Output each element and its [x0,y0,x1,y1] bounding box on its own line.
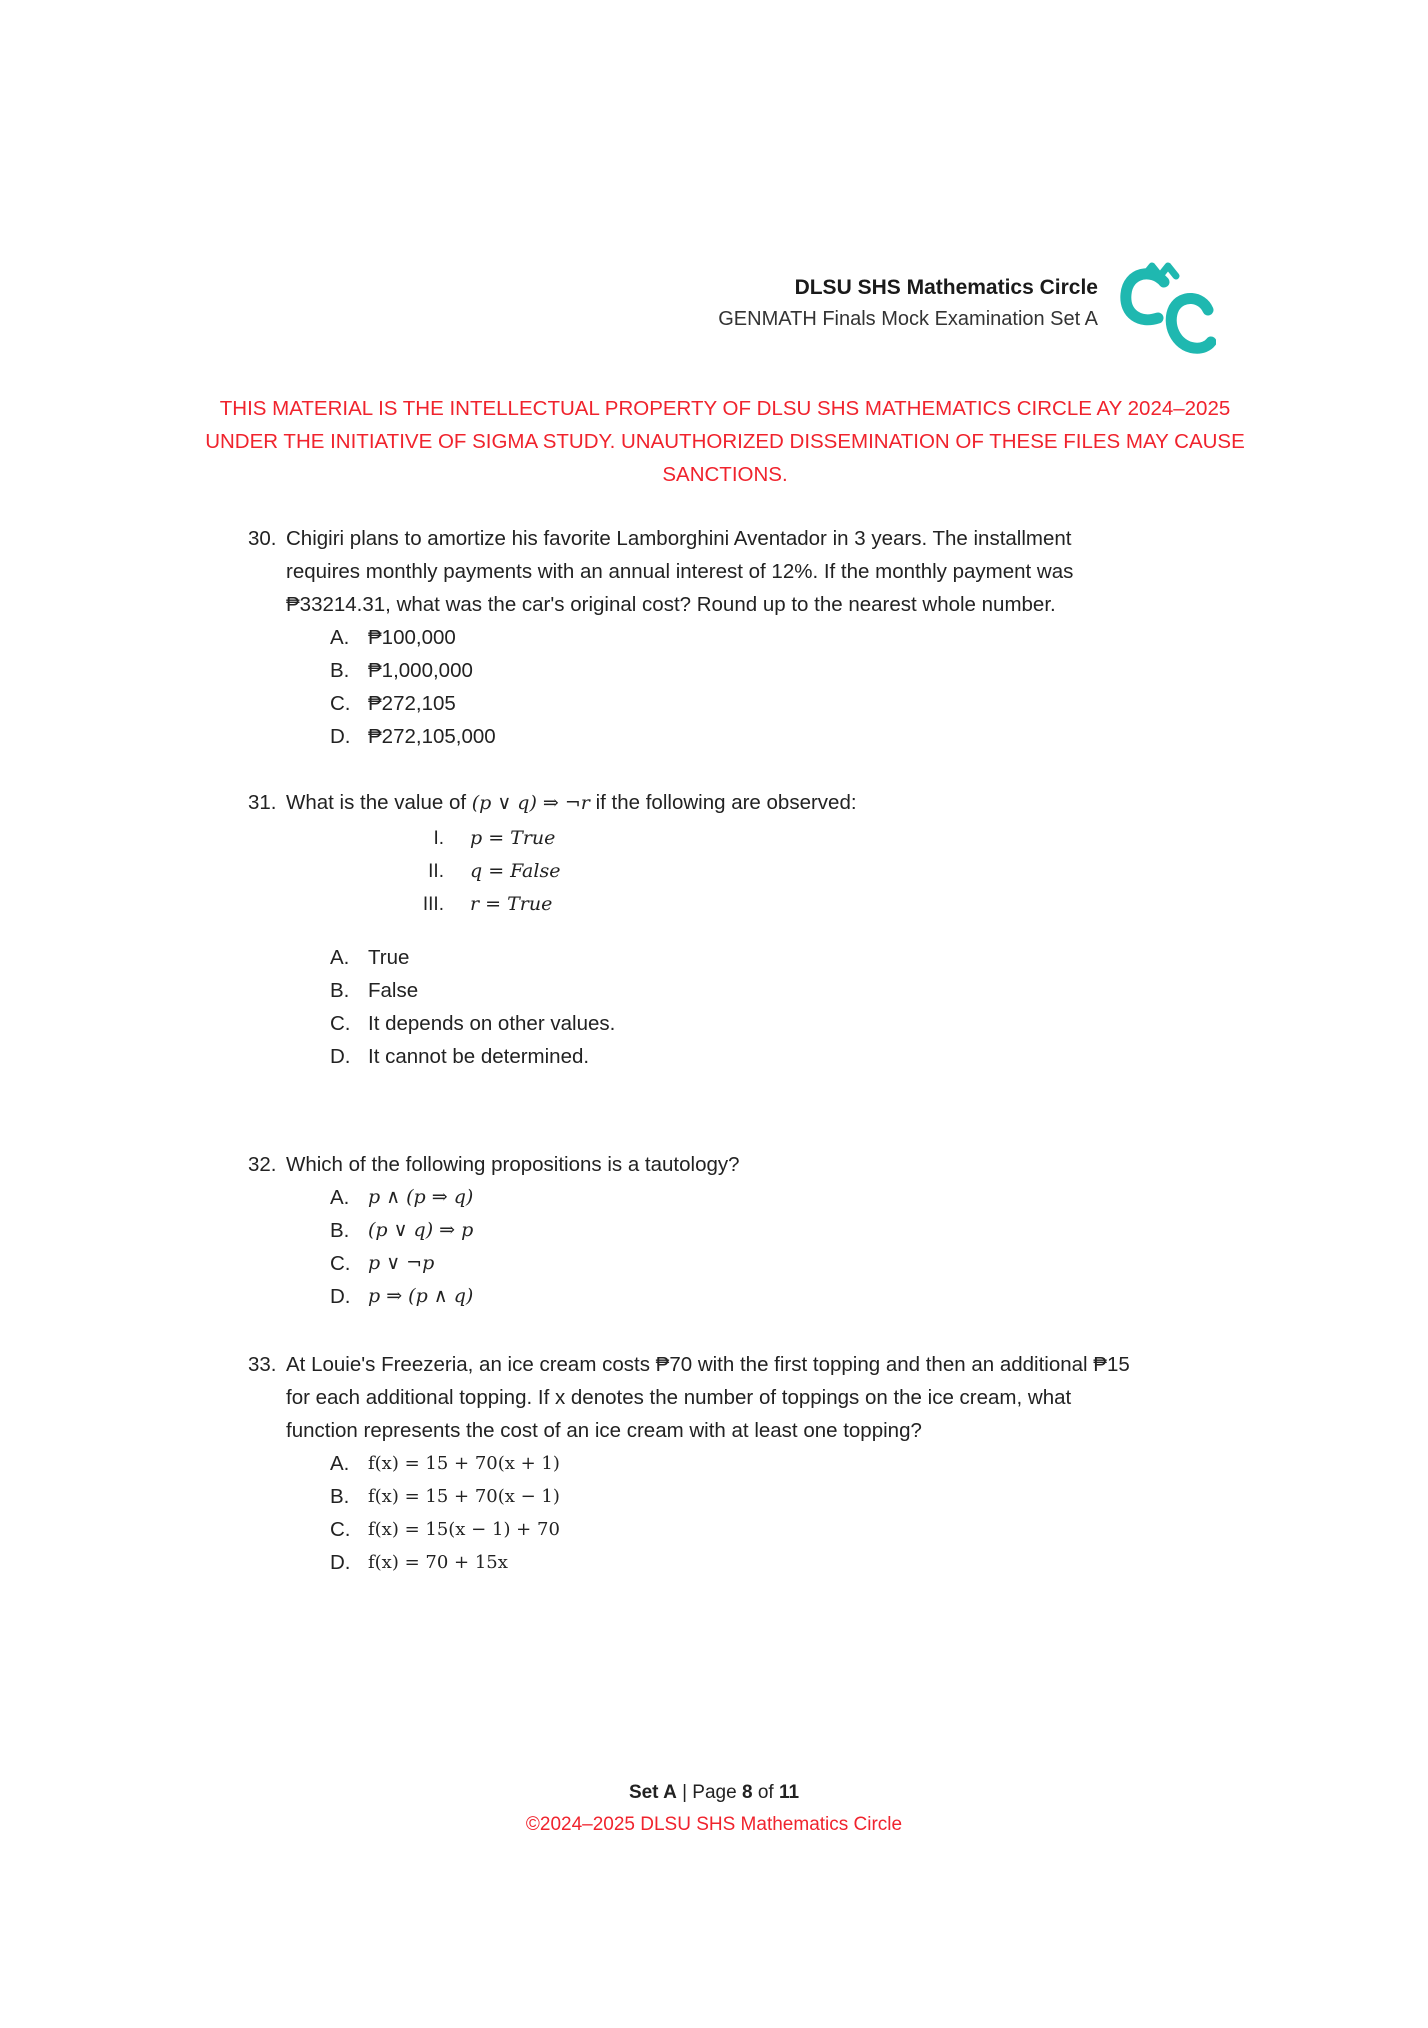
warning-line: SANCTIONS. [662,463,788,486]
option-text: f(x) = 15 + 70(x + 1) [368,1453,560,1474]
option-text: p ∧ (p ⇒ q) [368,1186,474,1208]
observation-numeral: III. [422,894,444,915]
option-d[interactable] [330,1280,1248,1313]
footer-total-pages: 11 [778,1782,800,1803]
option-text: p ∨ ¬p [368,1252,435,1274]
option-text: (p ∨ q) ⇒ p [368,1219,474,1241]
footer-of: of [752,1782,779,1803]
observation-numeral: I. [433,828,444,849]
observations-list [388,822,1248,921]
option-text: p ⇒ (p ∧ q) [368,1285,474,1307]
option-text: False [368,979,419,1002]
question-text-after: if the following are observed: [595,791,857,814]
option-letter: D. [330,1285,351,1308]
observation-expression: p = True [470,827,556,849]
question-number: 32. [248,1153,277,1176]
option-a[interactable] [330,941,1248,974]
option-text: f(x) = 15(x − 1) + 70 [368,1519,560,1540]
observation-item [388,855,1248,888]
org-name: DLSU SHS Mathematics Circle [794,276,1098,299]
option-letter: A. [330,1452,350,1475]
warning-line: THIS MATERIAL IS THE INTELLECTUAL PROPERTY OF DLSU SHS MATHEMATICS CIRCLE AY 2024–2025 [219,397,1231,420]
option-a[interactable] [330,621,1248,654]
option-letter: B. [330,979,350,1002]
question-line: At Louie's Freezeria, an ice cream costs ₱70 with the first topping and then an additional ₱15 [286,1353,1130,1376]
question-number: 33. [248,1353,277,1376]
option-c[interactable] [330,1247,1248,1280]
option-text: It cannot be determined. [368,1045,590,1068]
copyright-notice: ©2024–2025 DLSU SHS Mathematics Circle [525,1814,903,1835]
ip-warning [190,392,1260,491]
warning-line: UNDER THE INITIATIVE OF SIGMA STUDY. UNAUTHORIZED DISSEMINATION OF THESE FILES MAY CAUSE [205,430,1245,453]
option-d[interactable] [330,1546,1248,1579]
observation-item [388,888,1248,921]
exam-subtitle: GENMATH Finals Mock Examination Set A [718,308,1098,330]
options-list [330,941,1248,1073]
option-text: ₱1,000,000 [368,659,473,682]
document-header [718,276,1098,331]
question-32 [248,1148,1248,1313]
option-letter: C. [330,692,351,715]
page-footer [0,1782,1428,1804]
option-a[interactable] [330,1181,1248,1214]
option-b[interactable] [330,1214,1248,1247]
option-letter: B. [330,659,350,682]
options-list [330,1447,1248,1579]
observation-item [388,822,1248,855]
option-text: ₱272,105 [368,692,456,715]
option-letter: D. [330,1045,351,1068]
option-letter: A. [330,626,350,649]
math-circle-logo-icon [1118,262,1216,358]
option-letter: C. [330,1252,351,1275]
footer-set: Set A [628,1782,677,1803]
option-c[interactable] [330,1513,1248,1546]
option-letter: D. [330,725,351,748]
question-line: requires monthly payments with an annual interest of 12%. If the monthly payment was [286,560,1074,583]
question-text [286,522,1248,621]
option-d[interactable] [330,720,1248,753]
option-letter: C. [330,1012,351,1035]
option-b[interactable] [330,974,1248,1007]
option-b[interactable] [330,1480,1248,1513]
footer-page-number: 8 [741,1782,753,1803]
question-line: ₱33214.31, what was the car's original cost? Round up to the nearest whole number. [286,593,1056,616]
option-c[interactable] [330,687,1248,720]
question-line: function represents the cost of an ice cream with at least one topping? [286,1419,922,1442]
option-b[interactable] [330,654,1248,687]
question-31 [248,786,1248,1073]
question-line: for each additional topping. If x denotes the number of toppings on the ice cream, what [286,1386,1072,1409]
option-text: True [368,946,410,969]
option-d[interactable] [330,1040,1248,1073]
option-text: It depends on other values. [368,1012,616,1035]
options-list [330,621,1248,753]
option-letter: A. [330,1186,350,1209]
observation-expression: q = False [470,860,561,882]
observation-expression: r = True [470,893,553,915]
option-text: ₱100,000 [368,626,456,649]
options-list [330,1181,1248,1313]
question-number: 30. [248,527,277,550]
question-text-before: What is the value of [286,791,467,814]
question-33 [248,1348,1248,1579]
option-a[interactable] [330,1447,1248,1480]
question-line: Chigiri plans to amortize his favorite Lamborghini Aventador in 3 years. The installment [286,527,1072,550]
option-text: ₱272,105,000 [368,725,496,748]
question-text [286,786,1248,820]
question-number: 31. [248,791,277,814]
question-30 [248,522,1248,753]
footer-separator: | Page [676,1782,742,1803]
question-expression: (p ∨ q) ⇒ ¬r [471,792,590,814]
option-c[interactable] [330,1007,1248,1040]
option-letter: D. [330,1551,351,1574]
question-text [286,1348,1248,1447]
option-text: f(x) = 70 + 15x [368,1552,508,1573]
option-letter: B. [330,1485,350,1508]
option-letter: C. [330,1518,351,1541]
question-text: Which of the following propositions is a tautology? [286,1153,740,1176]
option-letter: B. [330,1219,350,1242]
observation-numeral: II. [428,861,444,882]
option-letter: A. [330,946,350,969]
option-text: f(x) = 15 + 70(x − 1) [368,1486,560,1507]
